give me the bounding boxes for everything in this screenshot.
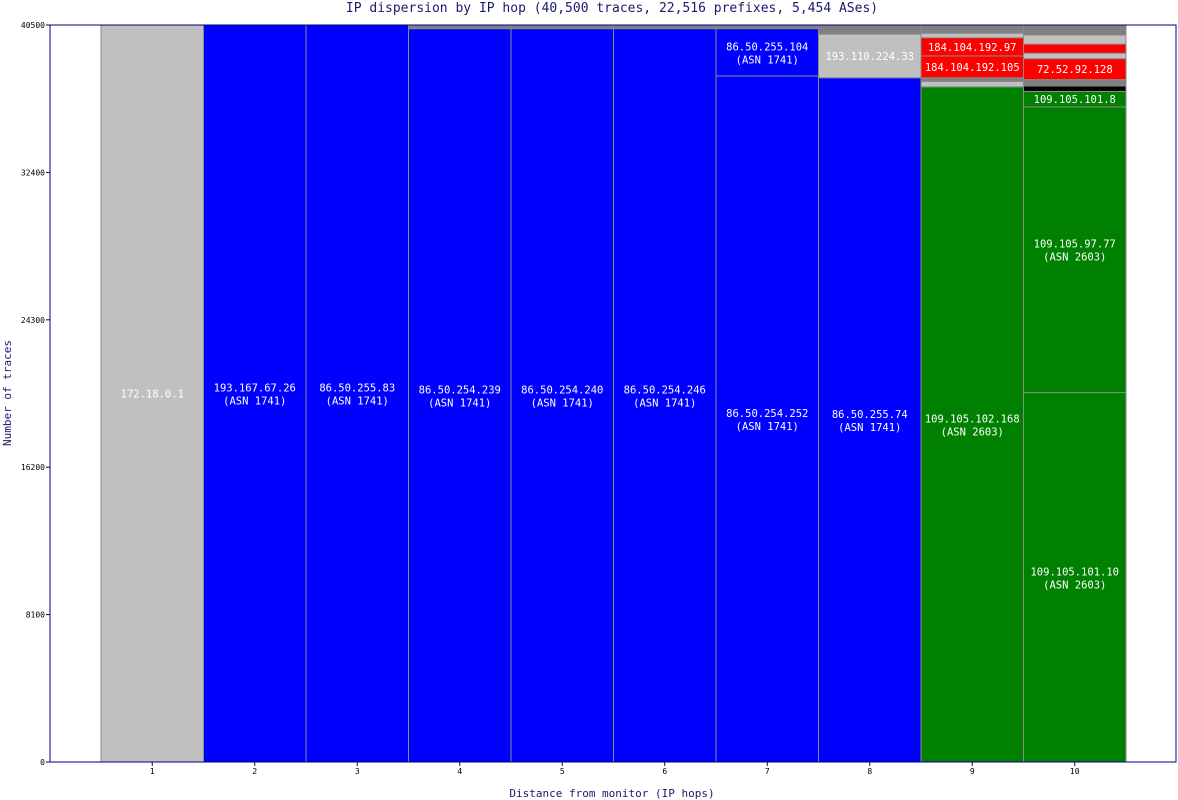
x-tick-label-7: 7 [764, 767, 770, 776]
y-tick-label-4: 32400 [20, 168, 45, 178]
segment-ip-label-hop10-0: 109.105.101.10 [1030, 566, 1120, 579]
segment-ip-label-hop2-0: 193.167.67.26 [213, 382, 296, 395]
bar-segment-hop8-2 [819, 25, 922, 34]
segment-ip-label-hop8-1: 193.110.224.33 [825, 50, 915, 63]
segment-ip-label-hop9-3: 184.104.192.105 [924, 61, 1020, 74]
segment-asn-label-hop2-0: (ASN 1741) [223, 395, 287, 408]
x-tick-label-4: 4 [457, 767, 463, 776]
segment-ip-label-hop6-0: 86.50.254.246 [623, 384, 706, 397]
x-tick-label-1: 1 [149, 767, 155, 776]
segment-ip-label-hop7-1: 86.50.255.104 [726, 41, 809, 54]
y-tick-label-3: 24300 [20, 315, 45, 325]
segment-ip-label-hop10-2: 109.105.101.8 [1033, 94, 1116, 107]
bar-segment-hop9-2 [921, 78, 1024, 82]
segment-ip-label-hop10-5: 72.52.92.128 [1036, 64, 1113, 77]
y-tick-label-1: 8100 [25, 610, 45, 620]
bar-segment-hop9-1 [921, 81, 1024, 86]
segment-ip-label-hop5-0: 86.50.254.240 [521, 384, 604, 397]
x-tick-label-3: 3 [354, 767, 360, 776]
segment-ip-label-hop9-4: 184.104.192.97 [927, 41, 1017, 54]
y-axis-label: Number of traces [1, 340, 14, 446]
bar-segment-hop5-1 [511, 25, 614, 29]
y-tick-label-2: 16200 [20, 463, 45, 473]
bar-segment-hop10-6 [1024, 53, 1127, 58]
y-tick-label-0: 0 [40, 758, 45, 767]
x-tick-label-8: 8 [867, 767, 873, 776]
stacked-bars [101, 25, 1126, 762]
segment-asn-label-hop7-1: (ASN 1741) [735, 54, 799, 67]
bar-segment-hop10-3 [1024, 86, 1127, 91]
x-axis-label: Distance from monitor (IP hops) [509, 787, 715, 800]
x-tick-label-10: 10 [1069, 767, 1080, 776]
x-tick-label-2: 2 [252, 767, 258, 776]
segment-ip-label-hop10-1: 109.105.97.77 [1033, 238, 1116, 251]
segment-ip-label-hop3-0: 86.50.255.83 [319, 382, 396, 395]
y-tick-label-5: 40500 [20, 21, 45, 30]
bar-segment-hop10-8 [1024, 35, 1127, 44]
segment-ip-label-hop9-0: 109.105.102.168 [924, 413, 1020, 426]
x-tick-label-5: 5 [559, 767, 565, 776]
bar-segment-hop4-1 [409, 25, 512, 29]
segment-asn-label-hop9-0: (ASN 2603) [940, 426, 1004, 439]
segment-asn-label-hop10-1: (ASN 2603) [1043, 251, 1107, 264]
segment-ip-label-hop1-0: 172.18.0.1 [120, 388, 184, 401]
chart-title: IP dispersion by IP hop (40,500 traces, 22,516 prefixes, 5,454 ASes) [345, 1, 879, 16]
segment-asn-label-hop8-0: (ASN 1741) [838, 421, 902, 434]
bar-segment-hop7-2 [716, 25, 819, 29]
segment-ip-label-hop4-0: 86.50.254.239 [418, 384, 501, 397]
bar-segment-hop6-1 [614, 25, 717, 29]
y-axis-ticks [21, 21, 50, 767]
segment-ip-label-hop8-0: 86.50.255.74 [831, 408, 908, 421]
segment-asn-label-hop3-0: (ASN 1741) [325, 395, 389, 408]
x-axis-ticks [150, 762, 1080, 776]
x-tick-label-6: 6 [662, 767, 668, 776]
bar-segment-hop10-7 [1024, 44, 1127, 53]
x-tick-label-9: 9 [969, 767, 975, 776]
segment-asn-label-hop4-0: (ASN 1741) [428, 397, 492, 410]
bar-segment-hop9-5 [921, 33, 1024, 38]
segment-ip-label-hop7-0: 86.50.254.252 [726, 407, 809, 420]
segment-asn-label-hop7-0: (ASN 1741) [735, 420, 799, 433]
bar-segment-hop10-9 [1024, 25, 1127, 35]
segment-asn-label-hop6-0: (ASN 1741) [633, 397, 697, 410]
segment-asn-label-hop10-0: (ASN 2603) [1043, 579, 1107, 592]
bar-segment-hop10-4 [1024, 80, 1127, 86]
bar-segment-hop9-6 [921, 25, 1024, 33]
segment-asn-label-hop5-0: (ASN 1741) [530, 397, 594, 410]
